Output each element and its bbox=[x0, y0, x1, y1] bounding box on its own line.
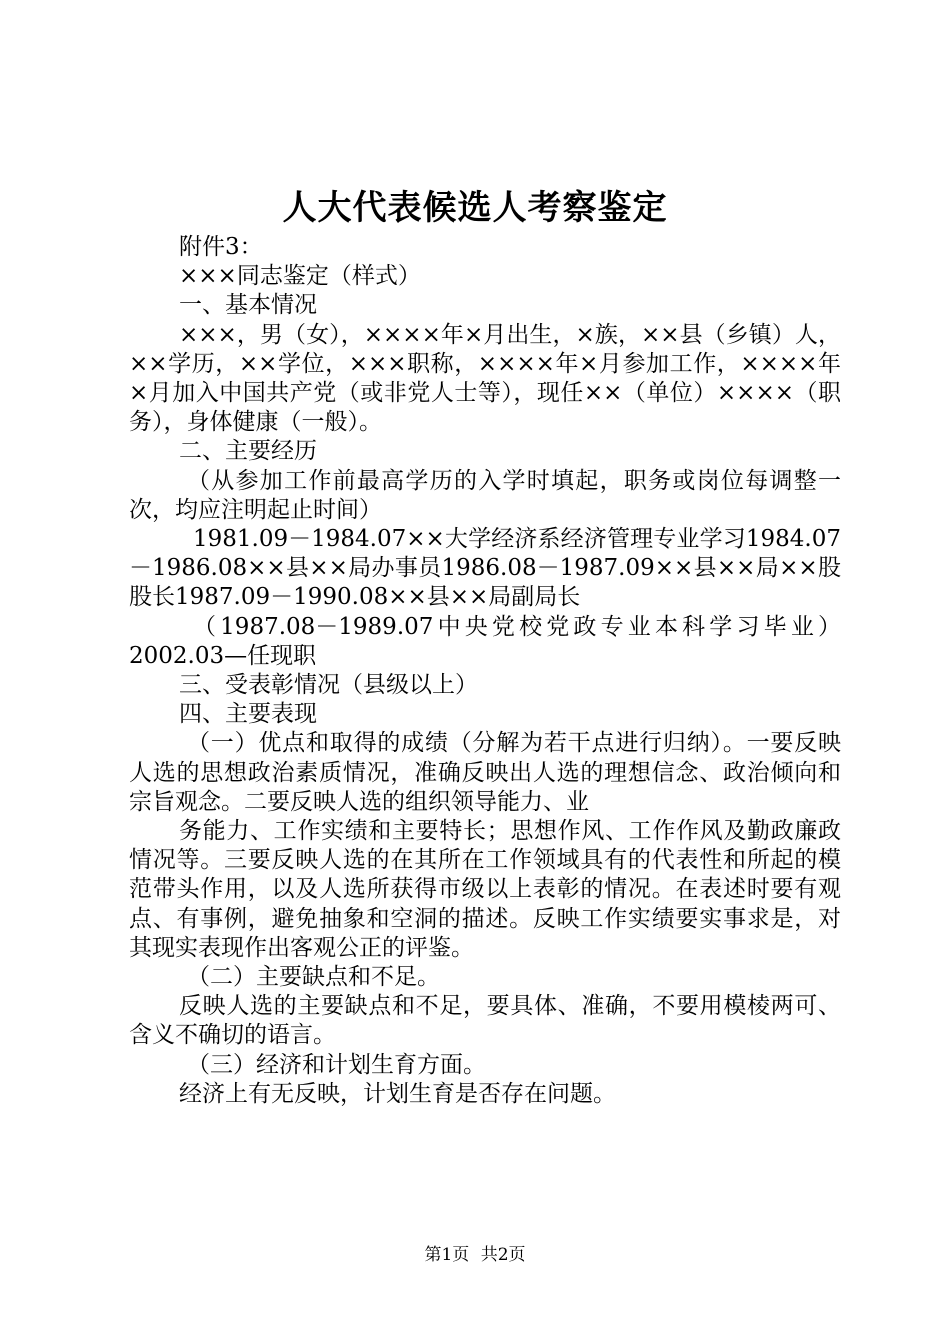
basic-info-paragraph: ×××，男（女），××××年×月出生，×族，××县（乡镇）人，××学历，××学位，×××职称，××××年×月参加工作，××××年×月加入中国共产党（或非党人士等），现任××（单位）××××（职务），身体健康（一般）。 bbox=[129, 321, 841, 436]
section-heading-awards: 三、受表彰情况（县级以上） bbox=[179, 672, 478, 699]
strengths-paragraph-continued: 务能力、工作实绩和主要特长；思想作风、工作作风及勤政廉政情况等。三要反映人选的在其所在工作领域具有的代表性和所起的模范带头作用，以及人选所获得市级以上表彰的情况。在表述时要有观点、有事例，避免抽象和空洞的描述。反映工作实绩要实事求是，对其现实表现作出客观公正的评鉴。 bbox=[129, 818, 841, 961]
experience-instruction: （从参加工作前最高学历的入学时填起，职务或岗位每调整一次，均应注明起止时间） bbox=[129, 467, 841, 523]
shortcomings-heading: （二）主要缺点和不足。 bbox=[187, 964, 440, 991]
section-heading-experience: 二、主要经历 bbox=[179, 438, 317, 465]
page-number: 第1页 bbox=[424, 1245, 470, 1265]
economy-family-planning-paragraph: 经济上有无反映，计划生育是否存在问题。 bbox=[179, 1080, 616, 1107]
document-body bbox=[129, 233, 841, 1109]
experience-timeline-continued: （1987.08－1989.07中央党校党政专业本科学习毕业）2002.03—任现职 bbox=[129, 613, 841, 669]
experience-timeline: 1981.09－1984.07××大学经济系经济管理专业学习1984.07－1986.08××县××局办事员1986.08－1987.09××县××局××股股长1987.09－1990.08××县××局副局长 bbox=[129, 526, 841, 611]
attachment-label: 附件3： bbox=[179, 234, 263, 260]
page-total: 共2页 bbox=[480, 1245, 526, 1265]
economy-family-planning-heading: （三）经济和计划生育方面。 bbox=[187, 1051, 486, 1078]
shortcomings-paragraph: 反映人选的主要缺点和不足，要具体、准确，不要用模棱两可、含义不确切的语言。 bbox=[129, 993, 841, 1049]
page-footer bbox=[0, 1243, 950, 1267]
appraisal-heading: ×××同志鉴定（样式） bbox=[179, 263, 421, 290]
section-heading-basic-info: 一、基本情况 bbox=[179, 292, 317, 319]
section-heading-performance: 四、主要表现 bbox=[179, 701, 317, 728]
document-title: 人大代表候选人考察鉴定 bbox=[282, 188, 668, 228]
strengths-paragraph: （一）优点和取得的成绩（分解为若干点进行归纳）。一要反映人选的思想政治素质情况，准确反映出人选的理想信念、政治倾向和宗旨观念。二要反映人选的组织领导能力、业 bbox=[129, 730, 841, 815]
